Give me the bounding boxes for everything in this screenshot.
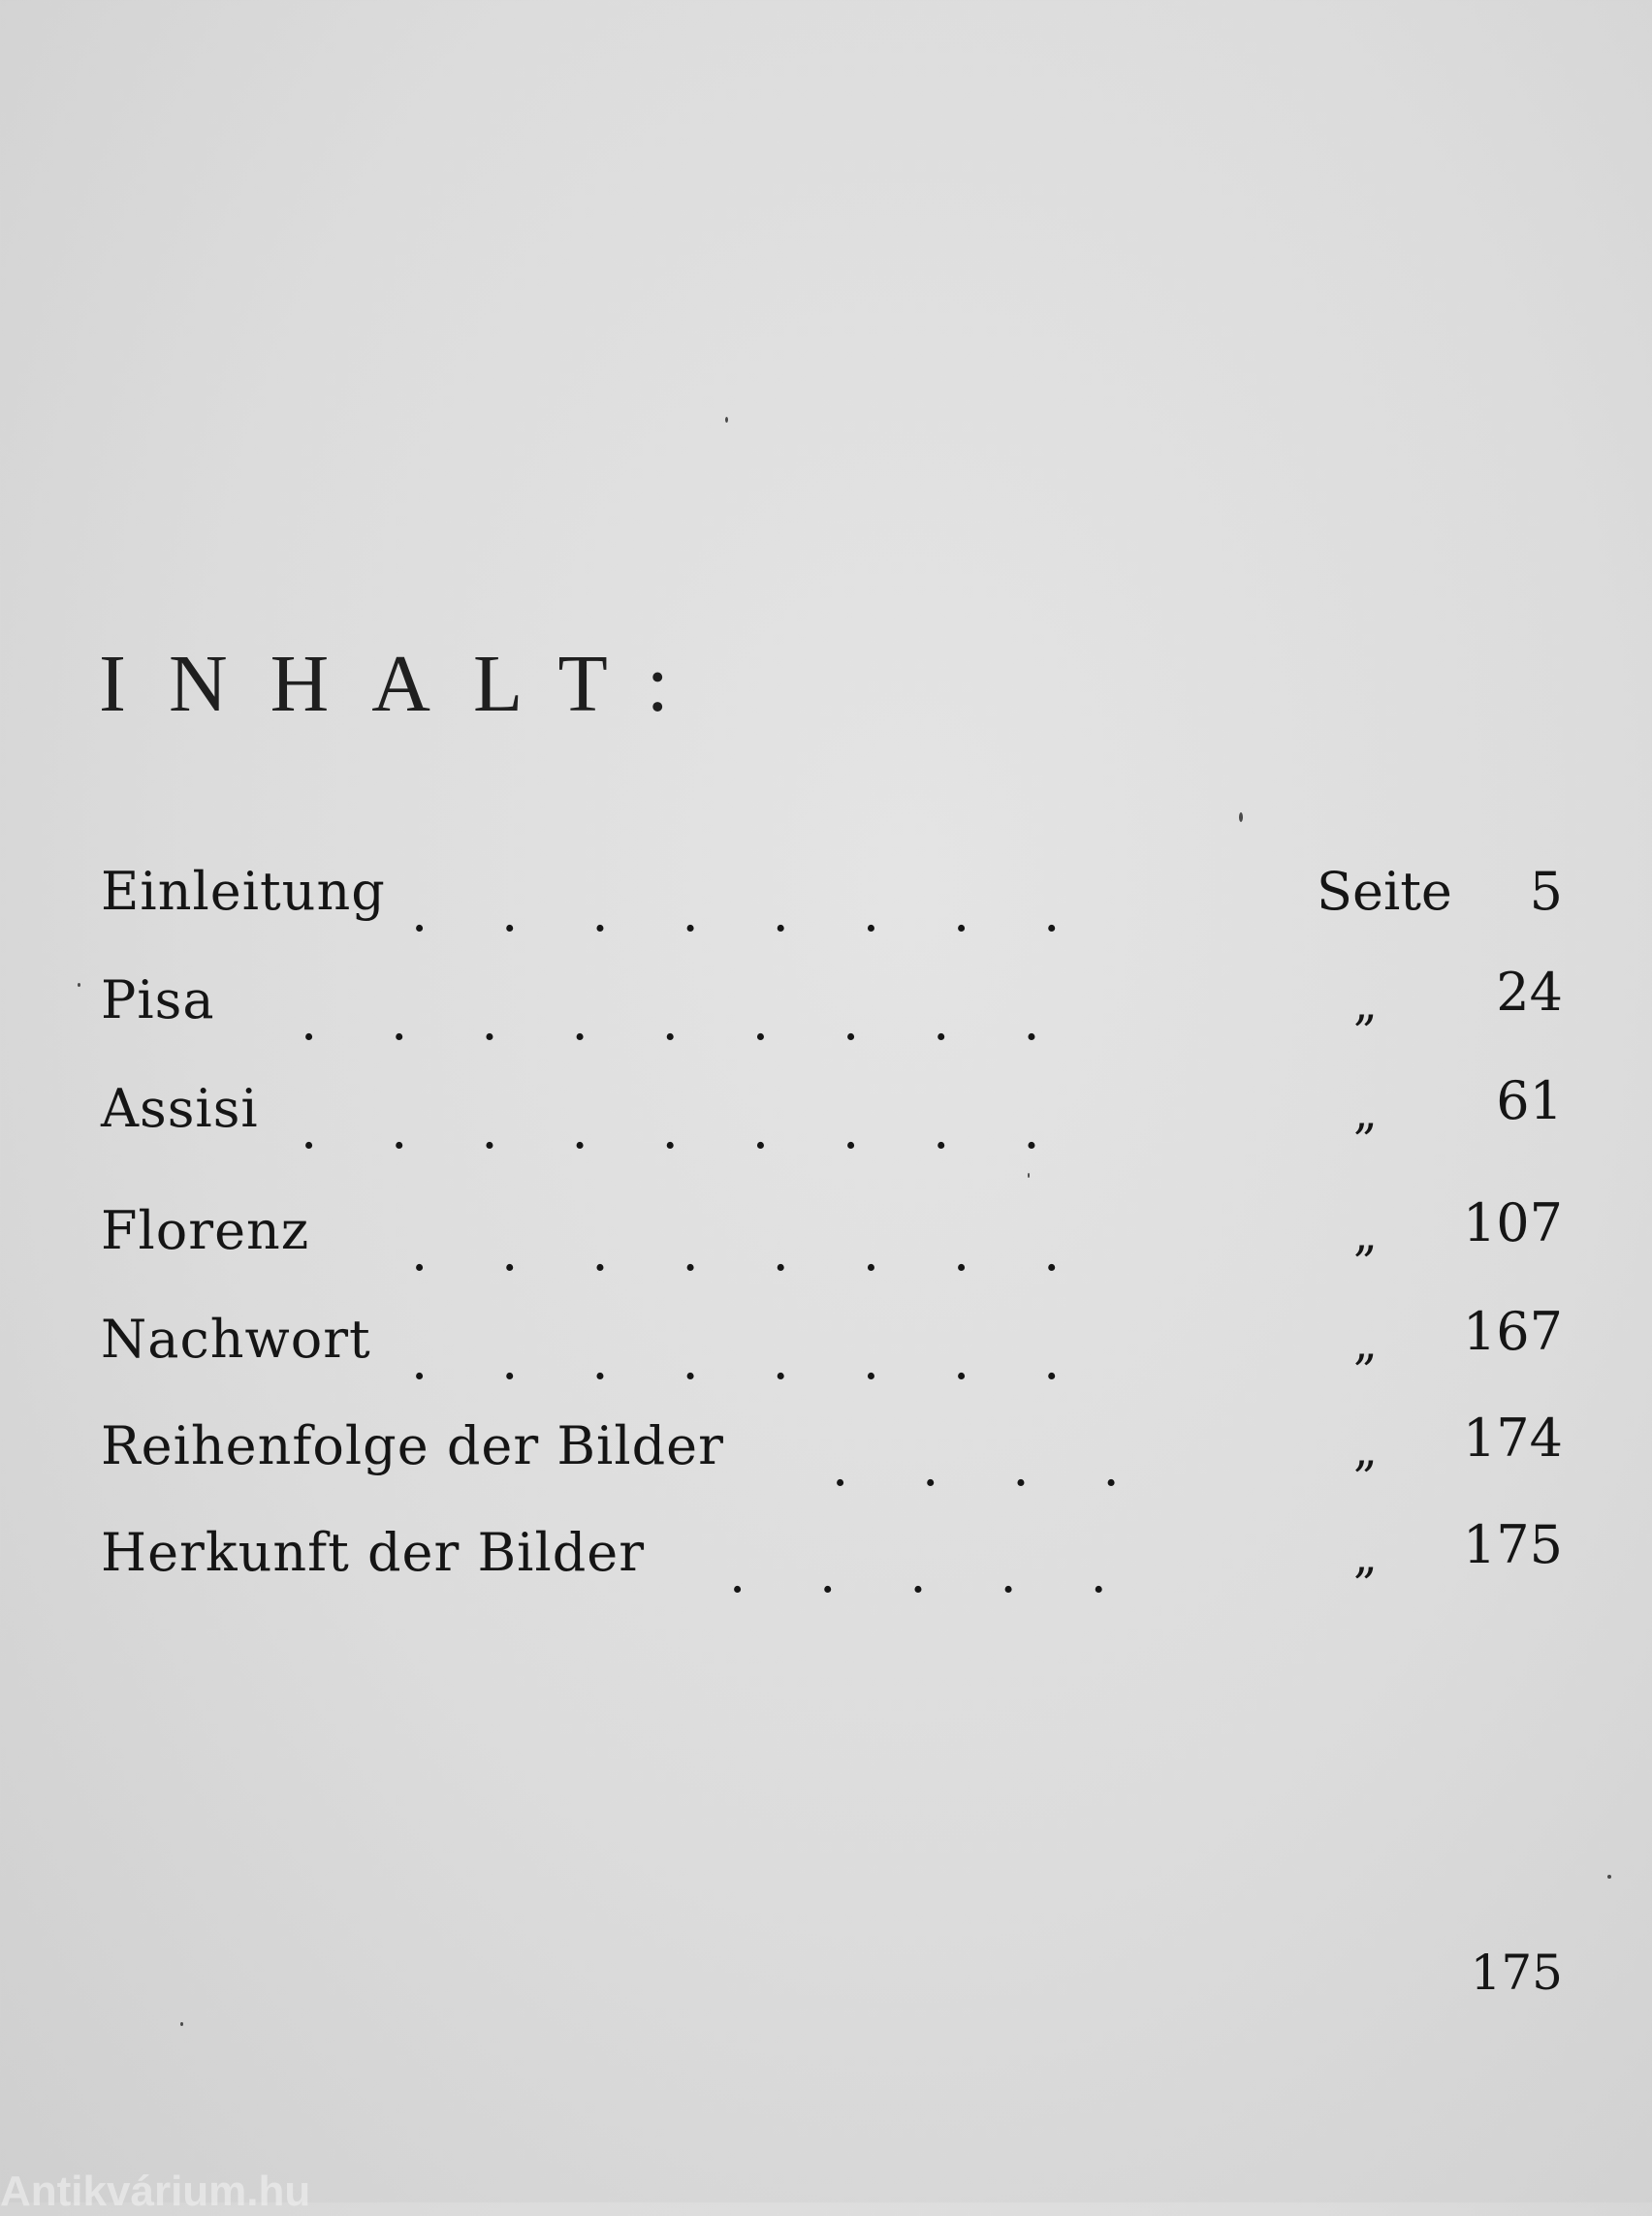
watermark: Antikvárium.hu <box>0 2168 311 2215</box>
dot-leader: .... <box>832 1437 1193 1498</box>
toc-entry <box>0 1192 1652 1282</box>
toc-entry-label: Assisi <box>101 1078 259 1139</box>
dot-leader: ........ <box>411 1221 1134 1282</box>
toc-entry <box>0 1070 1652 1160</box>
toc-entry-label: Pisa <box>101 969 215 1030</box>
toc-entry-ditto-mark: „ <box>1353 1086 1378 1140</box>
paper-speck <box>1239 812 1243 822</box>
paper-speck <box>78 983 80 987</box>
dot-leader: ........ <box>411 1330 1134 1391</box>
toc-entry-ditto-mark: „ <box>1353 1208 1378 1262</box>
toc-entry <box>0 1408 1652 1498</box>
toc-entry-ditto-mark: „ <box>1353 977 1378 1031</box>
toc-entry <box>0 1301 1652 1391</box>
page-number: 175 <box>1470 1945 1563 2001</box>
paper-speck <box>1607 1875 1611 1879</box>
toc-entry-page: 61 <box>1496 1070 1563 1131</box>
toc-entry-page: 107 <box>1462 1192 1563 1253</box>
toc-entry-ditto-mark: „ <box>1353 1316 1378 1371</box>
toc-entry-page: 174 <box>1462 1408 1563 1469</box>
toc-entry-label: Herkunft der Bilder <box>101 1522 646 1583</box>
toc-entry <box>0 962 1652 1052</box>
toc-entry-label: Florenz <box>101 1200 310 1261</box>
toc-entry-page: 167 <box>1462 1301 1563 1362</box>
paper-speck <box>180 2022 183 2026</box>
toc-entry <box>0 861 1652 943</box>
toc-entry-ditto-mark: „ <box>1353 1423 1378 1477</box>
toc-heading: INHALT: <box>99 639 713 729</box>
toc-entry-page: 5 <box>1529 861 1563 922</box>
toc-entry-ditto-mark: „ <box>1353 1530 1378 1584</box>
paper-speck <box>725 417 728 423</box>
dot-leader: ......... <box>301 1099 1114 1160</box>
toc-entry-label: Nachwort <box>101 1309 371 1370</box>
toc-entry-page: 24 <box>1496 962 1563 1023</box>
dot-leader: ..... <box>729 1543 1181 1604</box>
toc-entry-prefix: Seite <box>1317 861 1452 922</box>
toc-entry-label: Reihenfolge der Bilder <box>101 1415 724 1476</box>
dot-leader: ......... <box>301 991 1114 1052</box>
toc-entry <box>0 1514 1652 1604</box>
toc-entry-page: 175 <box>1462 1514 1563 1575</box>
toc-entry-label: Einleitung <box>101 861 386 922</box>
dot-leader: ........ <box>411 882 1134 943</box>
paper-speck <box>1028 1173 1030 1178</box>
